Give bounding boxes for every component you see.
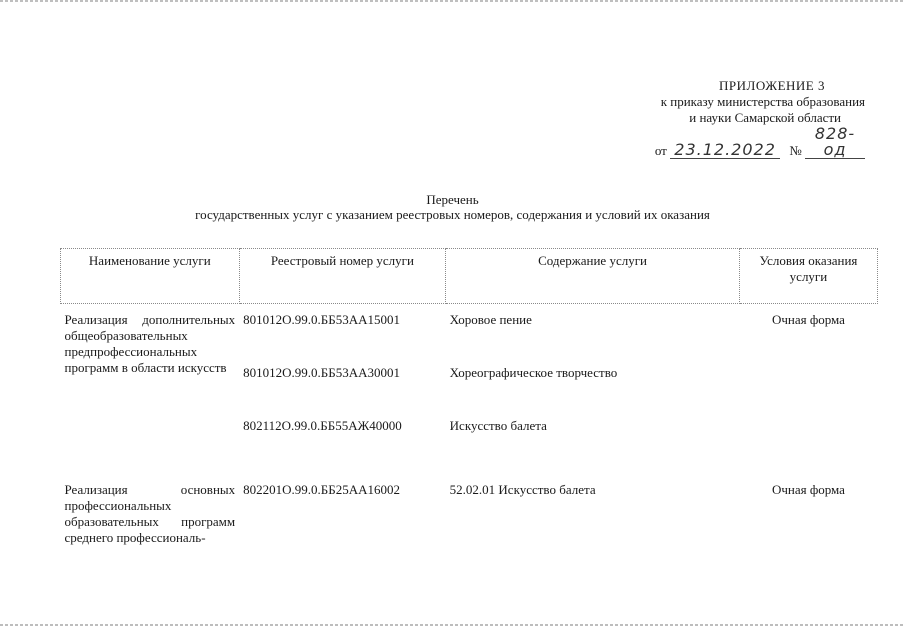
header-service-content: Содержание услуги <box>446 249 740 304</box>
services-table <box>60 248 878 546</box>
service-content-cell: Искусство балета <box>449 418 547 433</box>
heading-subtitle: государственных услуг с указанием реестровых номеров, содержания и условий их оказания <box>195 207 710 222</box>
order-date-number-line <box>560 124 865 159</box>
attachment-title: ПРИЛОЖЕНИЕ 3 <box>719 78 825 93</box>
table-header-row <box>61 249 878 304</box>
scan-edge-top <box>0 0 905 2</box>
registry-number-cell: 802112О.99.0.ББ55АЖ40000 <box>243 418 402 433</box>
attachment-line-2: и науки Самарской области <box>689 110 841 125</box>
registry-number-cell: 801012О.99.0.ББ53АА15001 <box>243 312 400 327</box>
service-conditions-cell: Очная форма <box>771 482 845 497</box>
date-prefix: от <box>654 143 667 158</box>
service-name-cell: Реализация дополнительных общеобразовательных предпрофессиональных программ в области искусств <box>64 312 236 375</box>
service-conditions-cell <box>739 381 877 434</box>
table-row <box>61 448 878 546</box>
scan-edge-bottom <box>0 624 905 626</box>
table-spacer-row <box>61 434 878 448</box>
attachment-line-1: к приказу министерства образования <box>660 94 865 109</box>
handwritten-date: 23.12.2022 <box>670 142 780 159</box>
document-heading <box>0 192 905 222</box>
service-content-cell: Хореографическое творчество <box>449 365 618 380</box>
service-content-cell: Хоровое пение <box>449 312 532 327</box>
number-prefix: № <box>789 143 802 158</box>
header-service-conditions: Условия оказания услуги <box>739 249 877 304</box>
header-service-name: Наименование услуги <box>61 249 240 304</box>
service-conditions-cell <box>739 328 877 381</box>
heading-title: Перечень <box>426 192 479 207</box>
service-content-cell: 52.02.01 Искусство балета <box>449 482 596 497</box>
service-name-cell: Реализация основных профессиональных образовательных программ среднего профессиональ- <box>64 482 236 545</box>
handwritten-number: 828-од <box>805 126 865 159</box>
header-registry-number: Реестровый номер услуги <box>239 249 446 304</box>
attachment-block <box>560 78 865 159</box>
service-conditions-cell: Очная форма <box>771 312 845 327</box>
registry-number-cell: 802201О.99.0.ББ25АА16002 <box>243 482 400 497</box>
registry-number-cell: 801012О.99.0.ББ53АА30001 <box>243 365 400 380</box>
table-row <box>61 304 878 329</box>
